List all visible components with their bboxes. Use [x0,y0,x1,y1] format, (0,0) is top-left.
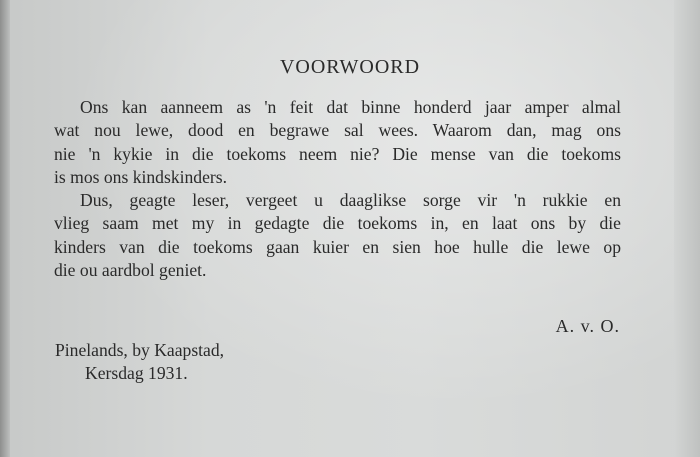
text-line: wat nou lewe, dood en begrawe sal wees. Waarom dan, mag ons [54,120,621,141]
date-line: Kersdag 1931. [85,363,188,383]
paragraph-1 [54,96,621,189]
page-title: VOORWOORD [279,56,421,78]
place-and-date [55,339,224,385]
text-line: Ons kan aanneem as 'n feit dat binne honderd jaar amper almal [80,97,621,117]
text-line: vlieg saam met my in gedagte die toekoms in, en laat ons by die [54,213,621,234]
foreword-body [54,96,621,282]
text-line: kinders van die toekoms gaan kuier en sien hoe hulle die lewe op [54,236,621,257]
author-signature: A. v. O. [555,316,620,336]
place-line: Pinelands, by Kaapstad, [55,340,225,360]
paragraph-2 [54,189,621,282]
text-line: is mos ons kindskinders. [54,166,228,187]
text-line: nie 'n kykie in die toekoms neem nie? Die mense van die toekoms [54,143,621,164]
text-line: die ou aardbol geniet. [54,260,207,281]
text-line: Dus, geagte leser, vergeet u daaglikse sorge vir 'n rukkie en [80,190,621,211]
